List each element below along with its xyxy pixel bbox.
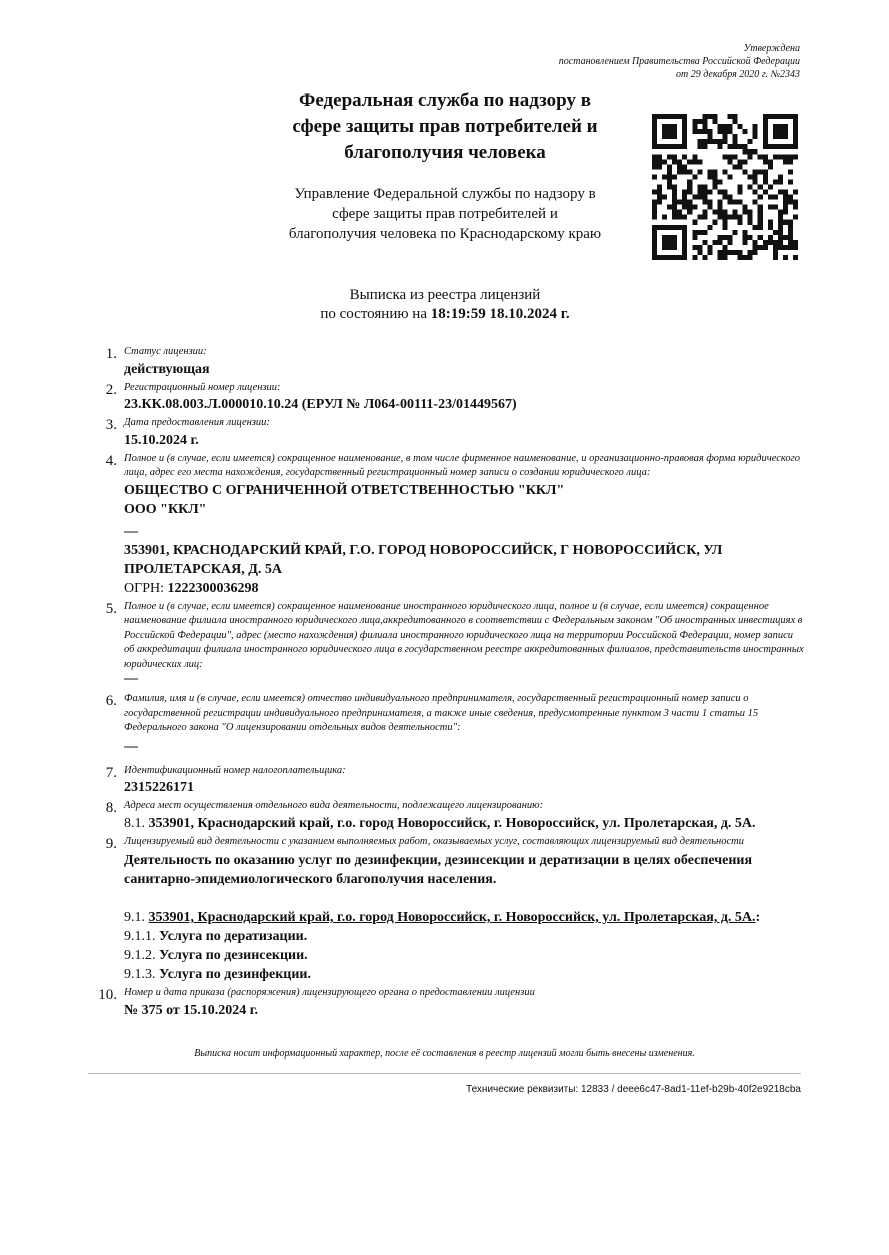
- item-label: Адреса мест осуществления отдельного вида деятельности, подлежащего лицензированию:: [124, 800, 544, 811]
- company-short-name: ООО "ККЛ": [124, 501, 207, 517]
- divider: [88, 1073, 801, 1074]
- service-3: [124, 965, 804, 984]
- ogrn-line: [124, 579, 804, 598]
- colon: :: [755, 910, 761, 925]
- activity-addr-line: [124, 908, 804, 927]
- license-number: 23.КК.08.003.Л.000010.10.24 (ЕРУЛ № Л064-00111-23/01449567): [124, 397, 517, 412]
- item-9: [95, 835, 804, 985]
- item-label: Статус лицензии:: [124, 346, 207, 357]
- item-6: [95, 692, 804, 754]
- document-header: [240, 88, 650, 244]
- ogrn-label: ОГРН:: [124, 580, 168, 596]
- approval-line-1: Утверждена: [743, 43, 800, 54]
- extract-datetime: 18:19:59 18.10.2024 г.: [430, 306, 570, 322]
- item-number: 3.: [105, 417, 117, 433]
- sub-number: 9.1.1.: [124, 929, 159, 944]
- technical-details: Технические реквизиты: 12833 / deee6c47-8ad1-11ef-b29b-40f2e9218cba: [466, 1084, 801, 1095]
- item-2: [95, 381, 804, 415]
- sub-number: 9.1.2.: [124, 948, 159, 963]
- service-label: Услуга по дезинфекции.: [159, 967, 311, 982]
- activity-address-value: 353901, Краснодарский край, г.о. город Новороссийск, г. Новороссийск, ул. Пролетарская, д. 5А.: [148, 815, 756, 831]
- service-line-2: сфере защиты прав потребителей и: [292, 116, 598, 137]
- extract-line-1: Выписка из реестра лицензий: [349, 287, 541, 303]
- item-label: Идентификационный номер налогоплательщика:: [124, 764, 346, 776]
- item-label: Регистрационный номер лицензии:: [124, 381, 281, 393]
- item-5: [95, 600, 804, 687]
- item-8: [95, 799, 804, 833]
- service-2: [124, 946, 804, 965]
- item-number: 8.: [105, 800, 117, 816]
- dash: —: [124, 738, 138, 754]
- inn-value: 2315226171: [124, 780, 194, 795]
- sub-number: 9.1.3.: [124, 967, 159, 982]
- license-status: действующая: [124, 361, 210, 377]
- order-number: № 375 от 15.10.2024 г.: [124, 1002, 259, 1018]
- activity-addr-value: 353901, Краснодарский край, г.о. город Новороссийск, г. Новороссийск, ул. Пролетарская, д. 5А.: [148, 910, 756, 925]
- ogrn-value: 1222300036298: [167, 580, 259, 596]
- activity-address: [124, 814, 804, 833]
- item-number: 5.: [105, 600, 117, 617]
- sub-number: 9.1.: [124, 910, 149, 925]
- sub-number: 8.1.: [124, 815, 149, 831]
- item-label: Фамилия, имя и (в случае, если имеется) отчество индивидуального предпринимателя, государственный регистрационный номер записи о государственной регистрации индивидуального предпринимателя, а также иные сведения, предусмотренные пунктом 3 части 1 статьи 15 Федерального закона "О лицензировании отдельных видов деятельности":: [124, 693, 759, 733]
- approval-line-2: постановлением Правительства Российской Федерации: [558, 56, 800, 67]
- disclaimer-note: Выписка носит информационный характер, после её составления в реестр лицензий могли быть внесены изменения.: [194, 1048, 695, 1059]
- item-label: Дата предоставления лицензии:: [124, 417, 270, 428]
- qr-code: [652, 114, 798, 260]
- activity-description: Деятельность по оказанию услуг по дезинфекции, дезинсекции и дератизации в целях обеспечения санитарно-эпидемиологического благополучия населения.: [124, 853, 753, 887]
- item-4: [95, 452, 804, 598]
- register-items: [95, 345, 804, 1020]
- department-name: [240, 184, 650, 244]
- item-10: [95, 986, 804, 1020]
- item-3: [95, 416, 804, 450]
- item-number: 10.: [98, 987, 117, 1003]
- dept-line-1: Управление Федеральной службы по надзору в: [294, 186, 596, 202]
- item-label: Номер и дата приказа (распоряжения) лицензирующего органа о предоставлении лицензии: [124, 987, 535, 998]
- dash: —: [124, 671, 138, 686]
- dept-line-2: сфере защиты прав потребителей и: [332, 206, 558, 222]
- item-number: 9.: [105, 835, 117, 852]
- item-label: Полное и (в случае, если имеется) сокращенное наименование иностранного юридического лица, полное и (в случае, если имеется) сокращенное наименование филиала иностранного юридического лица,аккредитованного в соответствии с Федеральным законом "Об иностранных инвестициях в Российской Федерации", адрес (место нахождения) филиала иностранного юридического лица на территории Российской Федерации, номер записи об аккредитации филиала иностранного юридического лица в государственном реестре аккредитованных филиалов, представительств иностранных юридических лиц:: [124, 600, 804, 670]
- company-full-name: ОБЩЕСТВО С ОГРАНИЧЕННОЙ ОТВЕТСТВЕННОСТЬЮ "ККЛ": [124, 482, 565, 498]
- approval-note: [559, 42, 800, 81]
- service-name: [240, 88, 650, 166]
- service-label: Услуга по дератизации.: [159, 929, 308, 944]
- extract-as-of: [240, 305, 650, 324]
- dept-line-3: благополучия человека по Краснодарскому краю: [288, 226, 602, 242]
- extract-prefix: по состоянию на: [320, 306, 431, 322]
- item-number: 7.: [105, 764, 117, 781]
- approval-line-3: от 29 декабря 2020 г. №2343: [675, 69, 800, 80]
- item-label: Полное и (в случае, если имеется) сокращенное наименование, в том числе фирменное наименование, и организационно-правовая форма юридического лица, адрес его места нахождения, государственный регистрационный номер записи о создании юридического лица:: [124, 452, 800, 478]
- item-7: [95, 764, 804, 798]
- extract-title: [240, 286, 650, 324]
- service-line-3: благополучия человека: [344, 142, 546, 163]
- company-address: 353901, КРАСНОДАРСКИЙ КРАЙ, Г.О. ГОРОД НОВОРОССИЙСК, Г НОВОРОССИЙСК, УЛ ПРОЛЕТАРСКАЯ, Д. 5А: [124, 542, 723, 577]
- item-number: 2.: [105, 381, 117, 398]
- item-number: 1.: [105, 346, 117, 362]
- service-line-1: Федеральная служба по надзору в: [299, 90, 591, 111]
- item-label: Лицензируемый вид деятельности с указанием выполняемых работ, оказываемых услуг, составляющих лицензируемый вид деятельности: [124, 835, 744, 847]
- dash: —: [124, 523, 138, 539]
- item-1: [95, 345, 804, 379]
- item-number: 6.: [105, 693, 117, 709]
- license-date: 15.10.2024 г.: [124, 432, 199, 448]
- item-number: 4.: [105, 452, 117, 469]
- service-label: Услуга по дезинсекции.: [159, 948, 308, 963]
- service-1: [124, 927, 804, 946]
